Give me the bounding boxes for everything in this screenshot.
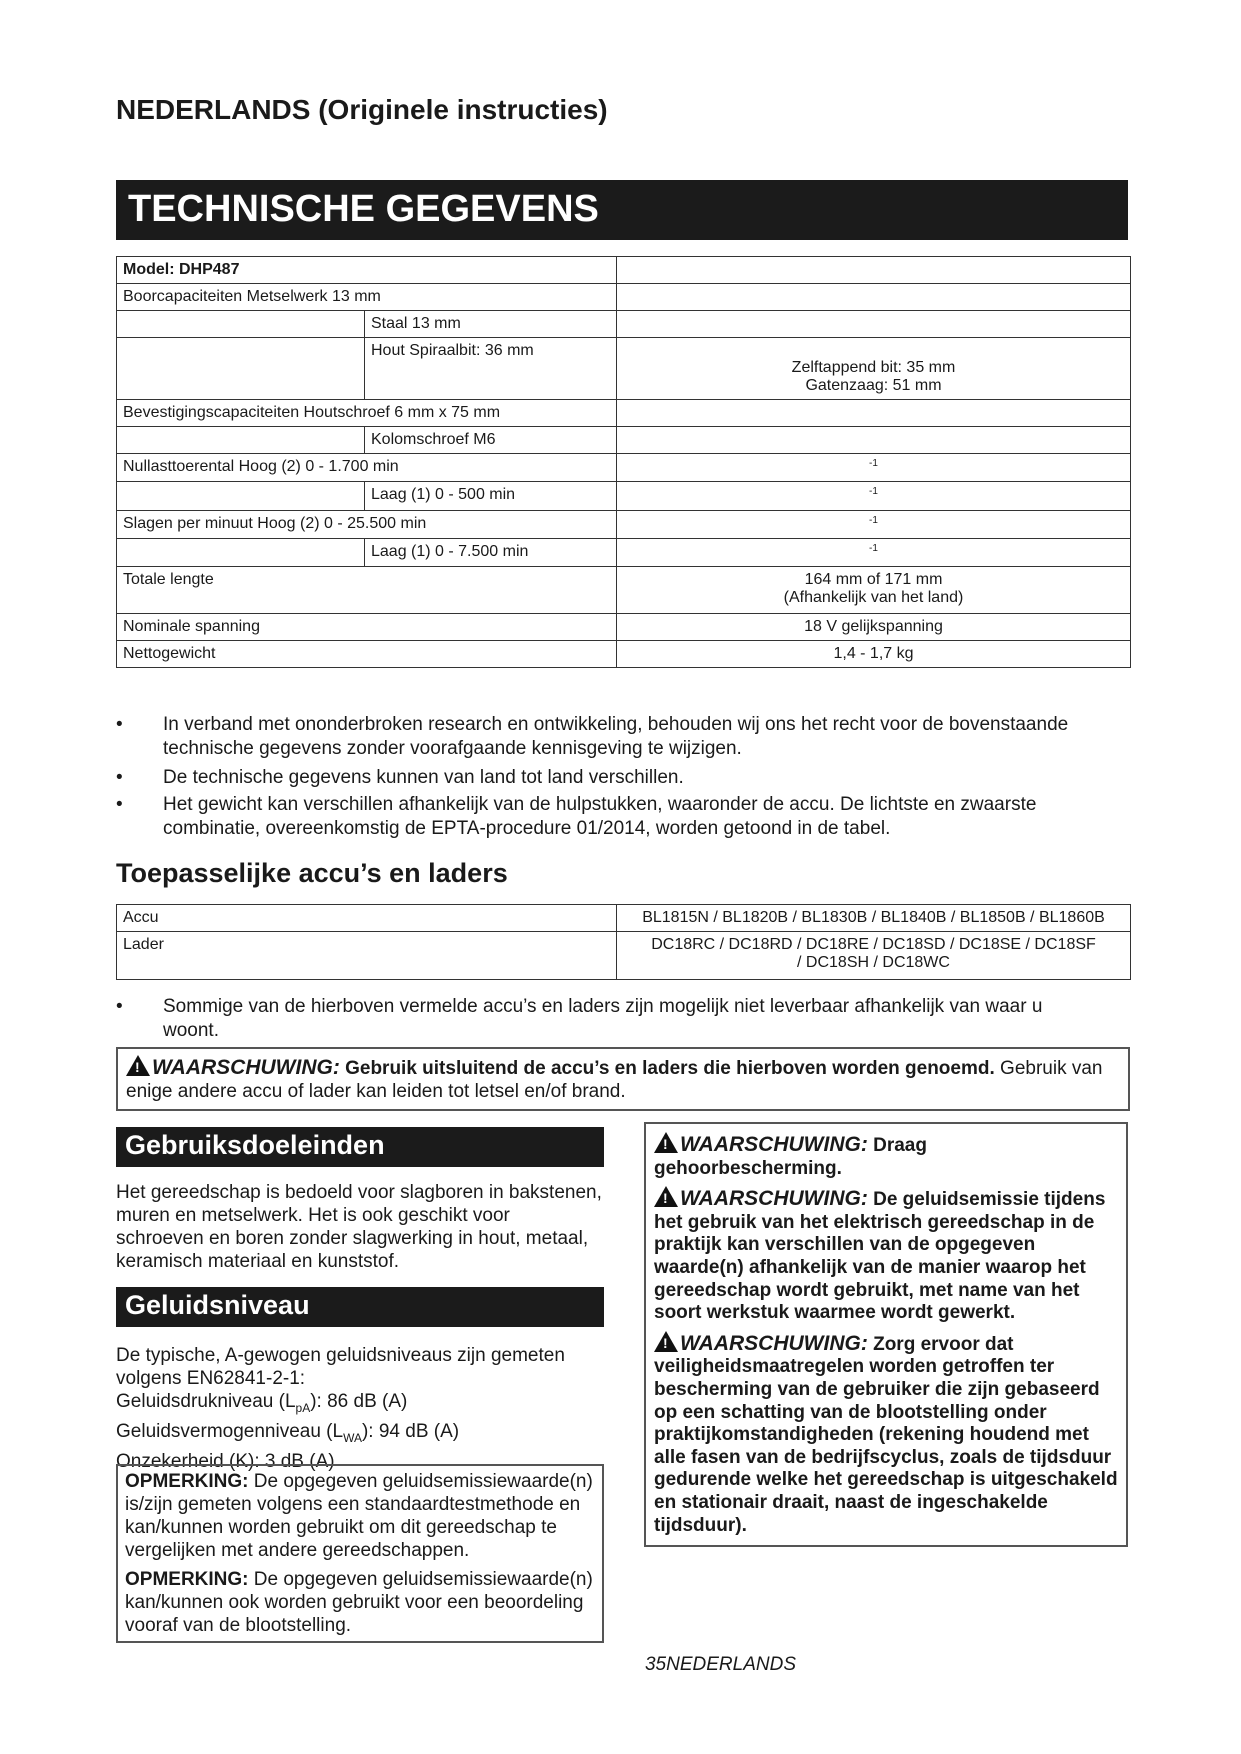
spec-cell: Bevestigingscapaciteiten Houtschroef 6 mm x 75 mm <box>117 400 617 427</box>
note-box <box>116 1464 604 1643</box>
spec-value-cell: 18 V gelijkspanning <box>617 614 1131 641</box>
page-number: 35 <box>644 1654 667 1675</box>
gebruik-paragraph: Het gereedschap is bedoeld voor slagboren in bakstenen, muren en metselwerk. Het is ook geschikt voor schroeven en boren zonder slagwerking in hout, metaal, keramisch materiaal en kunststof. <box>116 1182 602 1272</box>
spec-table <box>116 256 1131 668</box>
bullet-item: • De technische gegevens kunnen van land tot land verschillen. <box>116 767 684 788</box>
spec-empty-cell <box>117 311 365 338</box>
technical-data-banner: TECHNISCHE GEGEVENS <box>116 180 1128 240</box>
noise-warning-box <box>644 1122 1128 1547</box>
warning-text: Gebruik van enige andere accu of lader kan leiden tot letsel en/of brand. <box>126 1058 1103 1102</box>
spec-cell: Laag (1) 0 - 500 min <box>365 482 617 510</box>
accu-value: BL1815N / BL1820B / BL1830B / BL1840B / BL1850B / BL1860B <box>617 905 1131 932</box>
warning-triangle-icon <box>126 1055 150 1076</box>
spec-cell: Boorcapaciteiten Metselwerk 13 mm <box>117 284 617 311</box>
page-language-title: NEDERLANDS (Originele instructies) <box>116 94 608 125</box>
geluidsvermogen-line: Geluidsvermogenniveau $(L_{WA})$: 94 dB (A) <box>116 1420 460 1445</box>
accu-table <box>116 904 1131 980</box>
spec-unit-exponent: -1 <box>869 514 878 526</box>
geluid-intro: De typische, A-gewogen geluidsniveaus zijn gemeten volgens EN62841-2-1: <box>116 1345 565 1389</box>
lader-label: Lader <box>117 932 617 980</box>
spec-cell: Laag (1) 0 - 7.500 min <box>365 538 617 566</box>
spec-label-cell: Totale lengte <box>117 567 617 614</box>
page-footer <box>0 1654 1241 1676</box>
spec-value-cell <box>617 400 1131 427</box>
spec-label-cell: Nominale spanning <box>117 614 617 641</box>
onzekerheid-line: Onzekerheid (K): 3 dB (A) <box>116 1450 335 1472</box>
bullet-item: • In verband met ononderbroken research en ontwikkeling, behouden wij ons het recht voor de bovenstaande technische gegevens zonder voorafgaande kennisgeving te wijzigen. <box>116 714 1069 759</box>
spec-cell: Slagen per minuut Hoog (2) 0 - 25.500 min <box>117 510 617 538</box>
spec-label-cell: Nettogewicht <box>117 641 617 668</box>
accu-section-title: Toepasselijke accu’s en laders <box>116 858 508 888</box>
note-paragraph: OPMERKING: De opgegeven geluidsemissiewaarde(n) kan/kunnen ook worden gebruikt voor een beoordeling vooraf van de blootstelling. <box>125 1569 593 1636</box>
spec-value-line: Zelftappend bit: 35 mm <box>791 359 956 376</box>
model-cell: Model: DHP487 <box>117 257 617 284</box>
spec-value-cell <box>617 427 1131 454</box>
note-paragraph: OPMERKING: De opgegeven geluidsemissiewaarde(n) is/zijn gemeten volgens een standaardtestmethode en kan/kunnen worden gebruikt om dit gereedschap te vergelijken met andere gereedschappen. <box>125 1471 593 1561</box>
spec-value-cell <box>617 284 1131 311</box>
warning-bold-text: Gebruik uitsluitend de accu’s en laders die hierboven worden genoemd. <box>345 1058 995 1079</box>
warning-label: WAARSCHUWING: <box>152 1056 340 1079</box>
warning-triangle-icon <box>654 1132 678 1153</box>
spec-value-cell <box>617 311 1131 338</box>
lader-value: DC18RC / DC18RD / DC18RE / DC18SD / DC18SE / DC18SF / DC18SH / DC18WC <box>617 932 1131 980</box>
spec-unit-exponent: -1 <box>869 486 878 498</box>
footer-language: NEDERLANDS <box>666 1654 796 1675</box>
spec-empty-cell <box>617 257 1131 284</box>
warning-item: !WAARSCHUWING: De geluidsemissie tijdens het gebruik van het elektrisch gereedschap in de praktijk kan verschillen van de opgegeven waarde(n) afhankelijk van de manier waarop het gereedschap wordt gebruikt, met name van het soort werkstuk waarmee wordt gewerkt. <box>654 1186 1118 1325</box>
spec-empty-cell <box>117 427 365 454</box>
spec-cell: Kolomschroef M6 <box>365 427 617 454</box>
warning-triangle-icon <box>654 1186 678 1207</box>
accu-label: Accu <box>117 905 617 932</box>
bullet-item: • Het gewicht kan verschillen afhankelijk van de hulpstukken, waaronder de accu. De lichtste en zwaarste combinatie, overeenkomstig de EPTA-procedure 01/2014, worden getoond in de tabel. <box>116 794 1037 839</box>
spec-value-cell: 1,4 - 1,7 kg <box>617 641 1131 668</box>
geluid-paragraph <box>116 1344 602 1473</box>
warning-triangle-icon <box>654 1331 678 1352</box>
geluidsdruk-line: Geluidsdrukniveau $(L_{pA})$: 86 dB (A) <box>116 1391 408 1415</box>
warning-item: !WAARSCHUWING: Zorg ervoor dat veiligheidsmaatregelen worden getroffen ter bescherming van de gebruiker die zijn gebaseerd op een schatting van de blootstelling onder praktijkomstandigheden (rekening houdend met alle fasen van de bedrijfscyclus, zoals de tijdsduur gedurende welke het gereedschap is uitgeschakeld en stationair draait, naast de ingeschakelde tijdsduur). <box>654 1331 1118 1537</box>
spec-unit-exponent: -1 <box>869 542 878 554</box>
spec-value-line: Gatenzaag: 51 mm <box>805 377 942 394</box>
bullet-item: • Sommige van de hierboven vermelde accu’s en laders zijn mogelijk niet leverbaar afhankelijk van waar u woont. <box>116 996 1043 1041</box>
spec-unit-exponent: -1 <box>869 458 878 469</box>
spec-empty-cell <box>117 338 365 400</box>
battery-warning-box <box>116 1047 1130 1111</box>
section-title-gebruiksdoeleinden: Gebruiksdoeleinden <box>116 1127 604 1167</box>
spec-value-line: 164 mm of 171 mm <box>804 571 943 589</box>
spec-cell: Hout Spiraalbit: 36 mm <box>365 338 617 400</box>
spec-empty-cell <box>117 482 365 510</box>
section-title-geluidsniveau: Geluidsniveau <box>116 1287 604 1327</box>
spec-cell: Staal 13 mm <box>365 311 617 338</box>
spec-empty-cell <box>117 538 365 566</box>
spec-cell: Nullasttoerental Hoog (2) 0 - 1.700 min <box>117 454 617 482</box>
warning-item: !WAARSCHUWING: Draag gehoorbescherming. <box>654 1132 1118 1180</box>
spec-value-line: (Afhankelijk van het land) <box>783 589 964 607</box>
